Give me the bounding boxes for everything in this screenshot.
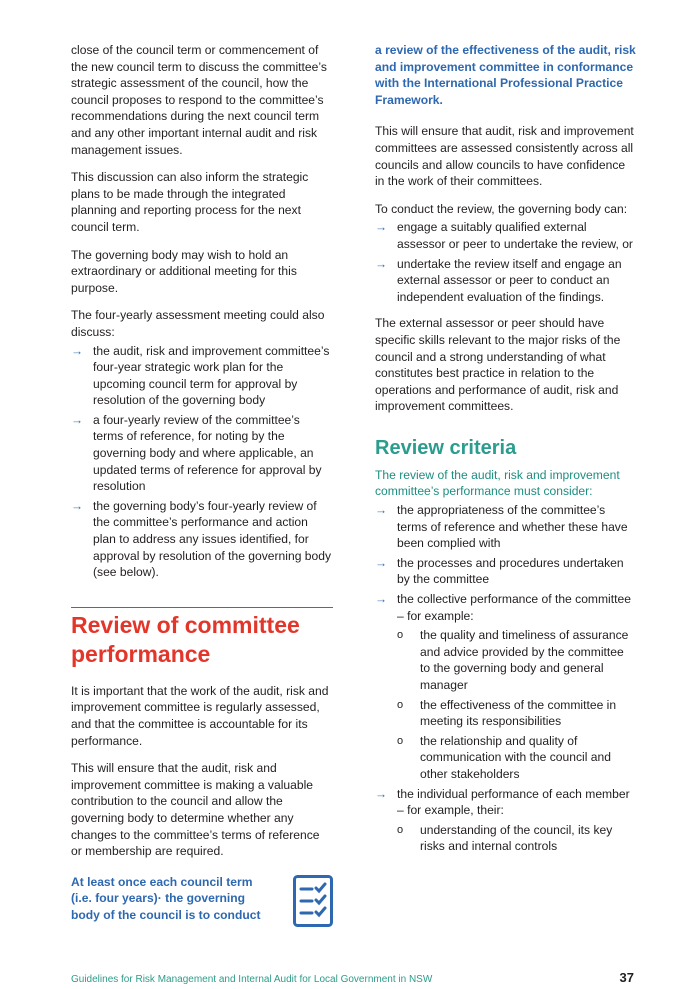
arrow-bullet-icon: → — [375, 786, 388, 801]
sub-list-item: o understanding of the council, its key risks and internal controls — [397, 822, 613, 854]
list-item: → the appropriateness of the committee’s terms of reference and whether these have been complied with — [375, 503, 628, 551]
bullet-list — [375, 219, 637, 305]
paragraph: The external assessor or peer should have specific skills relevant to the major risks of the council and a strong understanding of what constitutes best practice in relation to the operations and performance of audit, risk and improvement committees. — [375, 316, 621, 414]
list-item: → engage a suitably qualified external assessor or peer to undertake the review, or — [375, 220, 633, 251]
criteria-list — [375, 502, 637, 855]
section-divider — [71, 607, 333, 670]
list-item: → a four-yearly review of the committee’s terms of reference, for noting by the governing body and where applicable, an updated terms of reference for approval by resolution — [71, 412, 322, 494]
callout — [71, 874, 333, 927]
arrow-bullet-icon: → — [71, 412, 84, 427]
right-column — [375, 42, 637, 858]
list-item: → the individual performance of each member – for example, their: o understanding of the council, its key risks and internal controls — [375, 786, 637, 855]
callout-continuation: a review of the effectiveness of the audit, risk and improvement committee in conformance with the International Professional Practice Framework. — [375, 43, 636, 107]
sub-list-item: o the effectiveness of the committee in meeting its responsibilities — [397, 697, 617, 729]
page-number: 37 — [619, 970, 634, 985]
footer-title: Guidelines for Risk Management and Internal Audit for Local Government in NSW — [71, 974, 433, 985]
arrow-bullet-icon: → — [375, 555, 388, 570]
paragraph: The review of the audit, risk and improvement committee’s performance must consider: — [375, 467, 620, 499]
sub-list — [397, 822, 637, 855]
sub-list-item: o the relationship and quality of communication with the council and other stakeholders — [397, 733, 611, 781]
paragraph: To conduct the review, the governing body can: — [375, 201, 628, 216]
paragraph: This will ensure that the audit, risk and improvement committee is making a valuable contribution to the council and allow the governing body to determine whether any changes to the committee’s terms of reference or membership are required. — [71, 761, 320, 859]
paragraph: It is important that the work of the audit, risk and improvement committee is regularly assessed, and that the committee is accountable for its performance. — [71, 683, 329, 748]
paragraph: The governing body may wish to hold an extraordinary or additional meeting for this purpose. — [71, 247, 297, 295]
arrow-bullet-icon: → — [375, 256, 388, 271]
circle-bullet-icon: o — [397, 823, 404, 836]
arrow-bullet-icon: → — [375, 592, 388, 607]
circle-bullet-icon: o — [397, 698, 404, 711]
paragraph: This discussion can also inform the strategic plans to be made through the integrated planning and reporting process for the next council term. — [71, 170, 309, 234]
sub-list — [397, 627, 637, 782]
paragraph: The four-yearly assessment meeting could also discuss: — [71, 308, 325, 339]
list-item: → undertake the review itself and engage an external assessor or peer to conduct an independent evaluation of the findings. — [375, 256, 622, 304]
arrow-bullet-icon: → — [71, 343, 84, 358]
list-item: → the audit, risk and improvement committee’s four-year strategic work plan for the upcoming council term for approval by resolution of the governing body — [71, 343, 330, 408]
callout-text: At least once each council term (i.e. four years)· the governing body of the council is to conduct — [71, 874, 261, 922]
list-item: → the processes and procedures undertaken by the committee — [375, 555, 624, 587]
section-heading: Review criteria — [375, 436, 517, 459]
checklist-icon — [293, 875, 333, 927]
sub-list-item: o the quality and timeliness of assurance and advice provided by the committee to the governing body and general manager — [397, 628, 629, 692]
section-heading: Review of committee performance — [71, 611, 300, 668]
arrow-bullet-icon: → — [375, 503, 388, 518]
bullet-list — [71, 343, 333, 581]
circle-bullet-icon: o — [397, 629, 404, 642]
list-item: → the governing body’s four-yearly review of the committee’s performance and action plan to address any issues identified, for approval by resolution of the governing body (see below). — [71, 498, 332, 580]
circle-bullet-icon: o — [397, 734, 404, 747]
list-item: → the collective performance of the committee – for example: o the quality and timeliness of assurance and advice provided by the committee to the governing body and general manager o the effectiveness of the committee in meeting its responsibilities o the relationship and quality of communication with the council and other stakeholders — [375, 591, 637, 783]
paragraph: This will ensure that audit, risk and improvement committees are assessed consistently across all councils and allow councils to have confidence in the work of their committees. — [375, 124, 634, 189]
arrow-bullet-icon: → — [375, 220, 388, 235]
paragraph: close of the council term or commencement of the new council term to discuss the committee’s strategic assessment of the council, how the council proposes to respond to the committee’s recommendations during the next council term and any other important internal audit and risk management issues. — [71, 43, 327, 157]
left-column — [71, 42, 333, 927]
arrow-bullet-icon: → — [71, 498, 84, 513]
